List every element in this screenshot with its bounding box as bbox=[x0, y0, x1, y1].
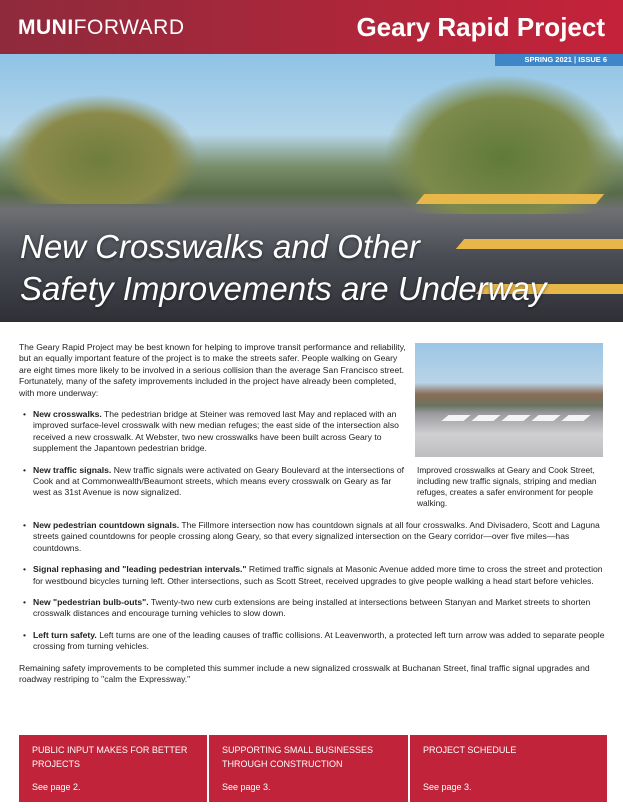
closing-paragraph: Remaining safety improvements to be completed this summer include a new signalized crosswalk at Buchanan Street, final traffic signal upgrades and roadway restriping to "calm the Expressway." bbox=[19, 662, 590, 685]
issue-badge: SPRING 2021 | ISSUE 6 bbox=[495, 54, 623, 66]
footer-heading: PUBLIC INPUT MAKES FOR BETTER PROJECTS bbox=[32, 745, 188, 769]
bullet-text: Twenty-two new curb extensions are being installed at intersections between Stanyan and Market streets to shorten crosswalk distances and encourage turning vehicles to slow down. bbox=[33, 597, 591, 619]
bullet-text: Retimed traffic signals at Masonic Avenue added more time to cross the street and protection for westbound bicycles turning left. Other intersections, such as Scott Street, received upgrades to give people walking a head start before vehicles. bbox=[33, 564, 603, 586]
crosswalk-stripe bbox=[416, 194, 604, 204]
intro-paragraph: The Geary Rapid Project may be best known for helping to improve transit performance and reliability, but an equally important feature of the project is to make the streets safer. People walking on Geary are eight times more likely to be involved in a serious collision than the average San Francisco street. Fortunately, many of the safety improvements included in the project have already been completed, with more underway: bbox=[19, 342, 406, 398]
hero-headline bbox=[20, 226, 546, 310]
hero-photo bbox=[0, 54, 623, 322]
bullet-item bbox=[19, 520, 609, 554]
bullet-item bbox=[19, 630, 609, 653]
bullet-text: New traffic signals were activated on Geary Boulevard at the intersections of Cook and at Commonwealth/Beaumont streets, which means every crosswalk on Geary as far west as 31st Avenue is now signalized. bbox=[33, 464, 404, 498]
article-body-bottom bbox=[19, 520, 609, 695]
bullet-item bbox=[19, 465, 411, 499]
bullet-item bbox=[19, 564, 609, 587]
headline-line: New Crosswalks and Other bbox=[20, 228, 420, 265]
muni-forward-logo bbox=[18, 16, 185, 40]
footer-link-public-input[interactable] bbox=[19, 735, 207, 802]
bullet-title: Signal rephasing and "leading pedestrian intervals." bbox=[33, 564, 247, 575]
bullet-title: New pedestrian countdown signals. bbox=[33, 520, 180, 530]
bullet-text: Left turns are one of the leading causes of traffic collisions. At Leavenworth, a protected left turn arrow was added to separate people crossing from turning vehicles. bbox=[33, 629, 605, 652]
bullet-title: New crosswalks. bbox=[33, 409, 102, 420]
footer-page-ref[interactable]: See page 3. bbox=[222, 782, 271, 792]
headline-line: Safety Improvements are Underway bbox=[20, 270, 547, 307]
bullet-text: The Fillmore intersection now has countdown signals at all four crosswalks. And Divisadero, Scott and Laguna streets gained countdowns for people crossing along Geary, so that every signalized intersection on the Geary corridor—over five miles—has countdowns. bbox=[33, 520, 600, 553]
footer-page-ref[interactable]: See page 3. bbox=[423, 782, 472, 792]
trees bbox=[0, 94, 200, 204]
footer-link-project-schedule[interactable] bbox=[410, 735, 607, 802]
masthead bbox=[0, 0, 623, 54]
trees bbox=[383, 74, 623, 214]
footer-heading: PROJECT SCHEDULE bbox=[423, 745, 517, 755]
logo-bold: MUNI bbox=[18, 16, 74, 39]
bullet-item bbox=[19, 597, 609, 620]
footer-link-small-businesses[interactable] bbox=[209, 735, 408, 802]
article-body-top bbox=[19, 342, 411, 509]
crosswalk-photo bbox=[415, 343, 603, 457]
footer-links bbox=[19, 735, 607, 802]
bullet-text: The pedestrian bridge at Steiner was removed last May and replaced with an improved surface-level crosswalk with new median refuges; the east side of the intersection also received a new crosswalk. At Webster, two new crosswalks have been built across Geary to supplement the Japantown pedestrian bridge. bbox=[33, 409, 399, 454]
bullet-title: New traffic signals. bbox=[33, 464, 112, 475]
bullet-item bbox=[19, 409, 411, 455]
footer-page-ref[interactable]: See page 2. bbox=[32, 782, 81, 792]
logo-light: FORWARD bbox=[73, 16, 185, 39]
newsletter-title: Geary Rapid Project bbox=[356, 12, 605, 42]
photo-caption: Improved crosswalks at Geary and Cook Street, including new traffic signals, striping and median refuges, creates a safer environment for people walking. bbox=[417, 465, 597, 508]
bullet-title: Left turn safety. bbox=[33, 629, 97, 640]
footer-heading: SUPPORTING SMALL BUSINESSES THROUGH CONSTRUCTION bbox=[222, 745, 374, 769]
bullet-title: New "pedestrian bulb-outs". bbox=[33, 597, 149, 608]
